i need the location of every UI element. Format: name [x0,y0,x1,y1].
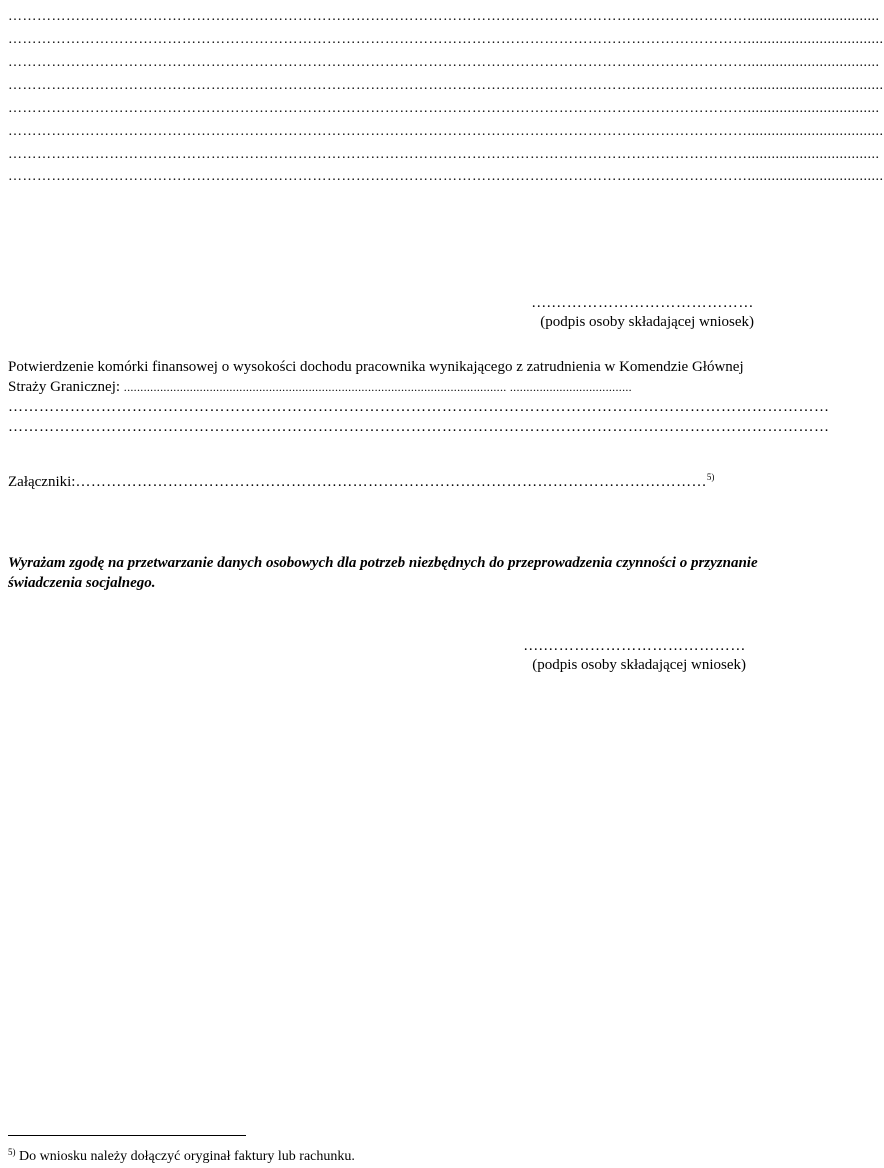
confirmation-inline-dots: .................................................................................................................... ..................................... [123,380,632,394]
consent-statement: Wyrażam zgodę na przetwarzanie danych osobowych dla potrzeb niezbędnych do przeprowadzenia czynności o przyznanie świadczenia socjalnego. [8,555,758,591]
dotted-line: ……………………………………………………………………………………………………………………………………….................................. [8,124,884,139]
dotted-line: ………………………………………………………………………………………………………………………………………................................. [8,147,880,162]
dotted-line: ………………………………………………………………………………………………………………………………………................................. [8,101,880,116]
dotted-line: ……………………………………………………………………………………………………………………………………….................................. [8,32,884,47]
signature-dots: ….………………………………… [523,638,746,654]
dotted-line: ………………………………………………………………………………………………………………………………………................................. [8,55,880,70]
signature-dots: ….………………………………… [531,295,754,311]
footnote-marker: 5) [8,1147,16,1157]
confirmation-line: …………………………………………………………………………………………………………………………………………… [8,419,830,435]
signature-block [531,294,754,332]
footnote-text: Do wniosku należy dołączyć oryginał faktury lub rachunku. [15,1149,355,1164]
signature-caption: (podpis osoby składającej wniosek) [540,314,754,330]
dotted-line: ………………………………………………………………………………………………………………………………………................................. [8,9,880,24]
attachments-label: Załączniki: [8,474,76,490]
finance-confirmation [8,357,830,437]
footnote [8,1143,355,1166]
signature-caption: (podpis osoby składającej wniosek) [532,657,746,673]
signature-block [523,637,746,675]
footnote-ref: 5) [706,472,715,482]
dotted-line: ……………………………………………………………………………………………………………………………………….................................. [8,169,884,184]
footnote-divider [8,1135,246,1136]
confirmation-line: …………………………………………………………………………………………………………………………………………… [8,399,830,415]
attachments-line [8,467,756,492]
dotted-line: ……………………………………………………………………………………………………………………………………….................................. [8,78,884,93]
attachments-dots: …………………………………………………………………………………………………………… [75,474,707,490]
confirmation-text: Potwierdzenie komórki finansowej o wysokości dochodu pracownika wynikającego z zatrudnienia w Komendzie Głównej Straży Granicznej: [8,359,744,395]
